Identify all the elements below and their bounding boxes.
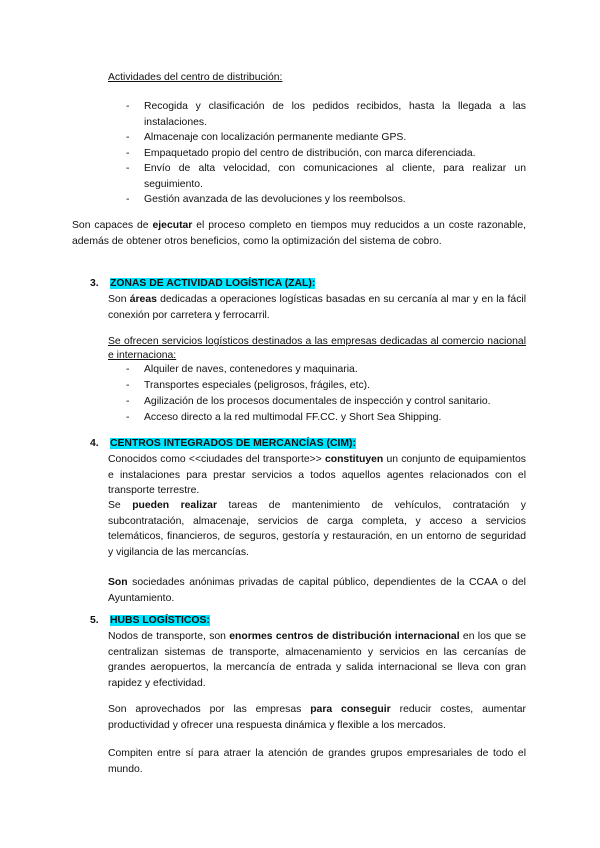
list-item-text: Envío de alta velocidad, con comunicaciones al cliente, para realizar un seguimiento. [144,163,526,190]
list-item-text: Almacenaje con localización permanente mediante GPS. [144,132,407,143]
section-number: 5. [90,615,99,626]
section-title: HUBS LOGÍSTICOS: [110,615,210,626]
list-item: - Acceso directo a la red multimodal FF.CC. y Short Sea Shipping. [126,412,442,423]
list-item: - Recogida y clasificación de los pedidos recibidos, hasta la llegada a las instalaciones. [126,101,526,128]
list-item-text: Agilización de los procesos documentales de inspección y control sanitario. [144,396,491,407]
cim-paragraph-1: Conocidos como <<ciudades del transporte>> constituyen un conjunto de equipamientos e instalaciones para prestar servicios a todos aquellos agentes relacionados con el transporte terrestre. [108,454,526,496]
list-item-text: Gestión avanzada de las devoluciones y los reembolsos. [144,194,406,205]
zal-services-title: Se ofrecen servicios logísticos destinados a las empresas dedicadas al comercio nacional e internaciona: [108,336,526,361]
cim-paragraph-3: Son sociedades anónimas privadas de capital público, dependientes de la CCAA o del Ayuntamiento. [108,577,526,604]
list-item-text: Empaquetado propio del centro de distribución, con marca diferenciada. [144,147,476,159]
cim-paragraph-2: Se pueden realizar tareas de mantenimiento de vehículos, contratación y subcontratación, almacenaje, servicios de carga completa, y acceso a servicios telemáticos, financieros, de seguros, gestoría y restauración, en un entorno de seguridad y vigilancia de las mercancías. [108,500,526,558]
list-item-text: Transportes especiales (peligrosos, frágiles, etc). [144,380,370,391]
distribution-activities-list [108,99,526,208]
list-item: - Envío de alta velocidad, con comunicaciones al cliente, para realizar un seguimiento. [126,163,526,190]
list-item-text: Recogida y clasificación de los pedidos recibidos, hasta la llegada a las instalaciones. [144,101,526,128]
hubs-paragraph-3: Compiten entre sí para atraer la atención de grandes grupos empresariales de todo el mundo. [108,748,526,775]
hubs-paragraph-1: Nodos de transporte, son enormes centros de distribución internacional en los que se centralizan sistemas de transporte, almacenamiento y servicios en las cercanías de grandes aeropuertos, la mercancía de entrada y salida internacional se lleva con gran rapidez y efectividad. [108,631,526,689]
list-item: - Empaquetado propio del centro de distribución, con marca diferenciada. [126,147,476,159]
hubs-paragraph-2: Son aprovechados por las empresas para conseguir reducir costes, aumentar productividad y ofrecer una respuesta dinámica y flexible a los mercados. [108,704,526,731]
section-heading-cim [90,436,356,452]
section-number: 4. [90,438,99,449]
list-item: - Transportes especiales (peligrosos, frágiles, etc). [126,380,370,391]
section-title: ZONAS DE ACTIVIDAD LOGÍSTICA (ZAL): [110,278,316,289]
list-item: - Agilización de los procesos documentales de inspección y control sanitario. [126,396,491,407]
list-item: - Almacenaje con localización permanente mediante GPS. [126,132,407,143]
zal-intro-paragraph: Son áreas dedicadas a operaciones logísticas basadas en su cercanía al mar y en la fácil conexión por carretera y ferrocarril. [108,294,527,321]
zal-services-list [108,362,526,426]
list-item: - Gestión avanzada de las devoluciones y los reembolsos. [126,194,406,205]
list-item-text: Alquiler de naves, contenedores y maquinaria. [144,364,358,375]
section-heading-zal [90,276,315,292]
section-heading-hubs [90,613,210,629]
distribution-activities-title: Actividades del centro de distribución: [108,72,283,83]
section-number: 3. [90,278,99,289]
section-title: CENTROS INTEGRADOS DE MERCANCÍAS (CIM): [110,438,356,449]
list-item-text: Acceso directo a la red multimodal FF.CC. y Short Sea Shipping. [144,412,442,423]
list-item: - Alquiler de naves, contenedores y maquinaria. [126,364,358,375]
distribution-summary-paragraph: Son capaces de ejecutar el proceso completo en tiempos muy reducidos a un coste razonable, además de obtener otros beneficios, como la optimización del sistema de cobro. [72,220,526,247]
